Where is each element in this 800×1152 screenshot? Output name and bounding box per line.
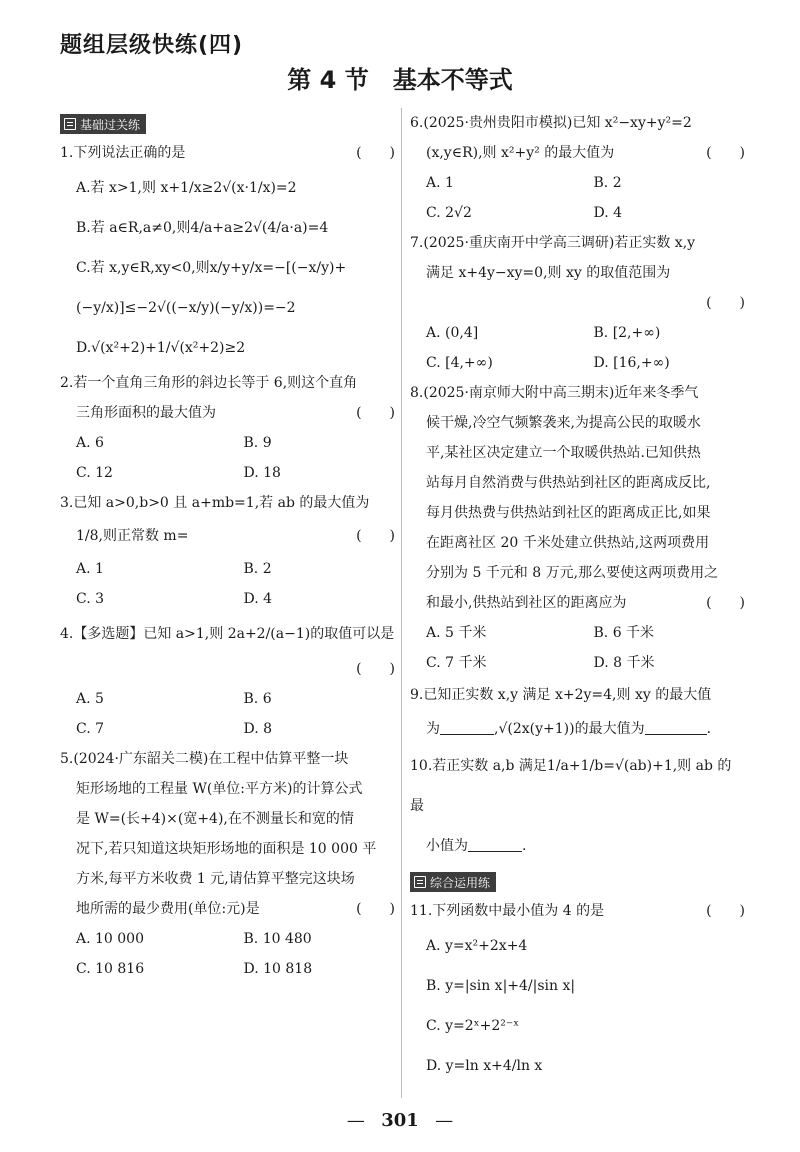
q8-line3: 平,某社区决定建立一个取暖供热站.已知供热 — [426, 445, 701, 461]
basic-practice-label: 基础过关练 — [80, 117, 141, 132]
question-6-line2 — [410, 138, 745, 168]
question-2-line2 — [60, 398, 395, 428]
notebook-icon — [64, 118, 76, 130]
q5-option-a: A. 10 000 — [76, 931, 144, 947]
q5-line6: 地所需的最少费用(单位:元)是 — [76, 901, 260, 917]
q5-line5: 方米,每平方米收费 1 元,请估算平整完这块场 — [76, 871, 355, 887]
q4-stem: 4.【多选题】已知 a>1,则 2a+2/(a−1)的取值可以是 — [60, 626, 395, 642]
page-number: 301 — [381, 1110, 419, 1131]
q10-line1: 10.若正实数 a,b 满足1/a+1/b=√(ab)+1,则 ab 的最 — [410, 758, 732, 814]
q8-options — [410, 618, 745, 678]
q3-option-b: B. 2 — [243, 561, 272, 577]
question-11 — [410, 896, 745, 926]
q8-option-b: B. 6 千米 — [593, 625, 655, 641]
q5-options — [60, 924, 395, 984]
q11-option-d: D. y=ln x+4/ln x — [426, 1058, 543, 1074]
question-9-line2 — [410, 712, 745, 746]
q3-option-d: D. 4 — [243, 591, 273, 607]
q6-option-b: B. 2 — [593, 175, 622, 191]
q8-option-a: A. 5 千米 — [426, 625, 487, 641]
notebook-icon — [414, 876, 426, 888]
question-3-line2 — [60, 518, 395, 554]
q3-stem-line2: 1/8,则正常数 m= — [76, 528, 189, 544]
column-divider — [401, 108, 402, 1098]
q6-option-c: C. 2√2 — [426, 205, 472, 221]
footer-dash-right: — — [435, 1110, 454, 1131]
q9-blank-2[interactable] — [645, 720, 707, 735]
q8-line6: 在距离社区 20 千米处建立供热站,这两项费用 — [426, 535, 710, 551]
q8-option-c: C. 7 千米 — [426, 655, 487, 671]
group-title: 题组层级快练(四) — [60, 33, 244, 58]
q2-option-a: A. 6 — [76, 435, 104, 451]
q2-option-c: C. 12 — [76, 465, 113, 481]
q7-line1: 7.(2025·重庆南开中学高三调研)若正实数 x,y — [410, 235, 696, 251]
footer-dash-left: — — [346, 1110, 365, 1131]
question-4-paren-line — [60, 654, 395, 684]
basic-practice-tag — [60, 114, 146, 134]
q9-line2b: ,√(2x(y+1))的最大值为 — [494, 721, 645, 737]
q10-blank[interactable] — [468, 837, 522, 852]
answer-paren: ( ) — [356, 901, 395, 917]
question-10-line2 — [410, 826, 745, 866]
question-8-line8 — [410, 588, 745, 618]
q5-option-c: C. 10 816 — [76, 961, 145, 977]
q8-line7: 分别为 5 千元和 8 万元,那么要使这两项费用之 — [426, 565, 719, 581]
q4-options — [60, 684, 395, 744]
q9-line2c: . — [706, 721, 712, 737]
q3-options — [60, 554, 395, 614]
answer-paren: ( ) — [706, 145, 745, 161]
q1-option-d: D.√(x²+2)+1/√(x²+2)≥2 — [76, 340, 246, 356]
q2-options — [60, 428, 395, 488]
right-column — [410, 108, 745, 1086]
q11-stem: 11.下列函数中最小值为 4 的是 — [410, 903, 605, 919]
question-7-paren-line — [410, 288, 745, 318]
section-title: 第 4 节 基本不等式 — [287, 66, 513, 94]
left-column — [60, 108, 395, 984]
q6-option-a: A. 1 — [426, 175, 454, 191]
q5-line1: 5.(2024·广东韶关二模)在工程中估算平整一块 — [60, 751, 349, 767]
answer-paren: ( ) — [356, 405, 395, 421]
q1-stem: 1.下列说法正确的是 — [60, 145, 186, 161]
q8-line4: 站每月自然消费与供热站到社区的距离成反比, — [426, 475, 711, 491]
q7-option-b: B. [2,+∞) — [593, 325, 661, 341]
question-1 — [60, 138, 395, 168]
q2-option-d: D. 18 — [243, 465, 281, 481]
q6-line1: 6.(2025·贵州贵阳市模拟)已知 x²−xy+y²=2 — [410, 115, 692, 131]
q8-option-d: D. 8 千米 — [593, 655, 655, 671]
q10-line2a: 小值为 — [426, 838, 468, 854]
q7-line2: 满足 x+4y−xy=0,则 xy 的取值范围为 — [426, 265, 671, 281]
q6-option-d: D. 4 — [593, 205, 623, 221]
q4-option-d: D. 8 — [243, 721, 273, 737]
q2-stem-line1: 2.若一个直角三角形的斜边长等于 6,则这个直角 — [60, 375, 358, 391]
q6-options — [410, 168, 745, 228]
q9-blank-1[interactable] — [440, 720, 494, 735]
q4-option-c: C. 7 — [76, 721, 105, 737]
q1-option-b: B.若 a∈R,a≠0,则4/a+a≥2√(4/a·a)=4 — [76, 220, 329, 236]
q1-option-c-line2: (−y/x)]≤−2√((−x/y)(−y/x))=−2 — [76, 300, 296, 316]
answer-paren: ( ) — [706, 903, 745, 919]
q3-stem-line1: 3.已知 a>0,b>0 且 a+mb=1,若 ab 的最大值为 — [60, 495, 370, 511]
q8-line5: 每月供热费与供热站到社区的距离成正比,如果 — [426, 505, 711, 521]
q5-line3: 是 W=(长+4)×(宽+4),在不测量长和宽的情 — [76, 811, 354, 827]
q1-option-a: A.若 x>1,则 x+1/x≥2√(x·1/x)=2 — [76, 180, 297, 196]
q7-option-c: C. [4,+∞) — [426, 355, 493, 371]
q8-line8: 和最小,供热站到社区的距离应为 — [426, 595, 627, 611]
comprehensive-practice-tag — [410, 872, 496, 892]
answer-paren: ( ) — [356, 661, 395, 677]
q3-option-c: C. 3 — [76, 591, 105, 607]
q4-option-a: A. 5 — [76, 691, 104, 707]
answer-paren: ( ) — [706, 295, 745, 311]
q7-options — [410, 318, 745, 378]
q5-line2: 矩形场地的工程量 W(单位:平方米)的计算公式 — [76, 781, 363, 797]
q1-option-c-line1: C.若 x,y∈R,xy<0,则x/y+y/x=−[(−x/y)+ — [76, 260, 347, 276]
q2-stem-line2: 三角形面积的最大值为 — [76, 405, 216, 421]
q8-line2: 候干燥,冷空气频繁袭来,为提高公民的取暖水 — [426, 415, 701, 431]
q5-option-d: D. 10 818 — [243, 961, 313, 977]
q10-line2b: . — [522, 838, 527, 854]
question-5-line6 — [60, 894, 395, 924]
q6-line2: (x,y∈R),则 x²+y² 的最大值为 — [426, 145, 615, 161]
q2-option-b: B. 9 — [243, 435, 272, 451]
page-footer — [0, 1110, 800, 1131]
q11-option-c: C. y=2ˣ+2²⁻ˣ — [426, 1018, 520, 1034]
q8-line1: 8.(2025·南京师大附中高三期末)近年来冬季气 — [410, 385, 699, 401]
answer-paren: ( ) — [706, 595, 745, 611]
answer-paren: ( ) — [356, 145, 395, 161]
answer-paren: ( ) — [356, 528, 395, 544]
q9-line1: 9.已知正实数 x,y 满足 x+2y=4,则 xy 的最大值 — [410, 687, 712, 703]
q11-option-a: A. y=x²+2x+4 — [426, 938, 528, 954]
q5-option-b: B. 10 480 — [243, 931, 312, 947]
q7-option-a: A. (0,4] — [426, 325, 479, 341]
comprehensive-practice-label: 综合运用练 — [430, 875, 491, 890]
q5-line4: 况下,若只知道这块矩形场地的面积是 10 000 平 — [76, 841, 377, 857]
q11-option-b: B. y=|sin x|+4/|sin x| — [426, 978, 576, 994]
q4-option-b: B. 6 — [243, 691, 272, 707]
q3-option-a: A. 1 — [76, 561, 104, 577]
q7-option-d: D. [16,+∞) — [593, 355, 670, 371]
q9-line2a: 为 — [426, 721, 440, 737]
